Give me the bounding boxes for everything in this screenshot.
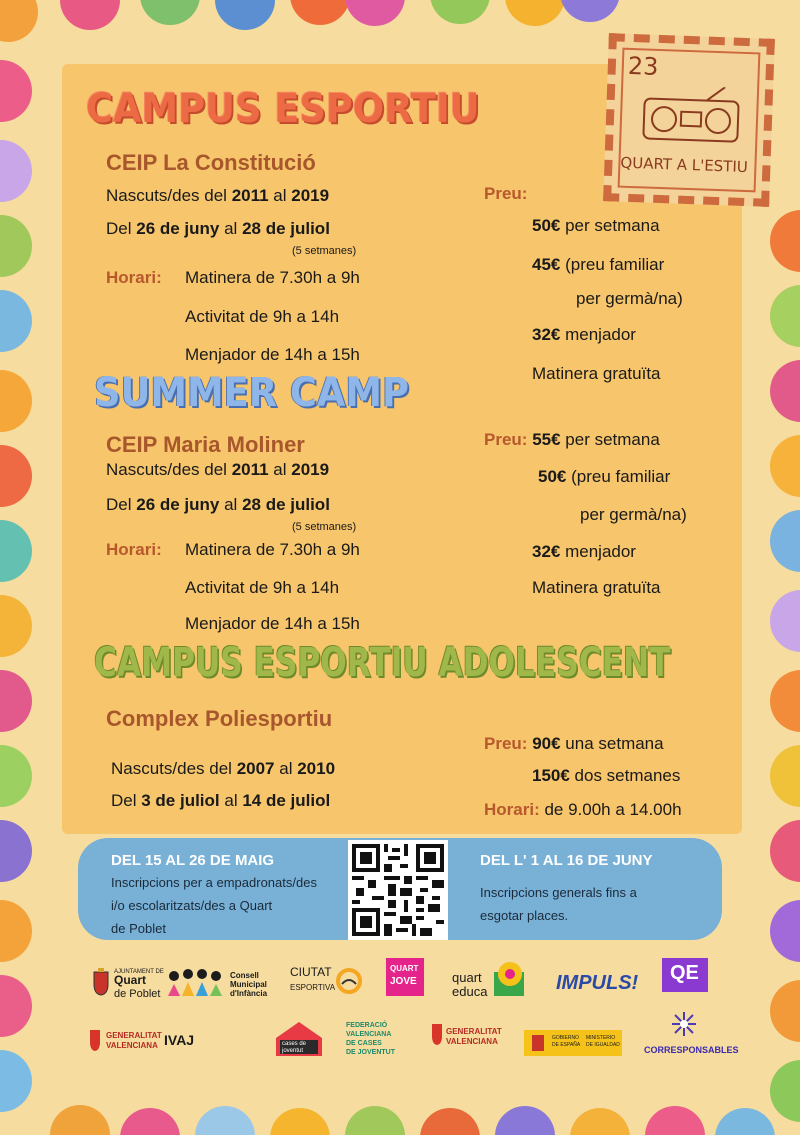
campus2-schedule-2: Activitat de 9h a 14h <box>185 578 340 597</box>
campus3-venue: Complex Poliesportiu <box>106 706 333 731</box>
campus-esportiu-title: CAMPUS ESPORTIU <box>86 86 480 132</box>
consell-line-1: Consell <box>230 971 259 980</box>
logo-quart-educa <box>452 960 532 1000</box>
campus2-price-2: 50€ (preu familiar <box>538 467 671 486</box>
corresponsables-star-icon <box>670 1010 698 1038</box>
campus2-price-4: Matinera gratuïta <box>532 578 661 597</box>
logo-ajuntament <box>92 964 162 1004</box>
campus2-price-2b: per germà/na) <box>580 505 687 524</box>
logo-ivaj: IVAJ <box>164 1032 195 1048</box>
gobierno-line-1: GOBIERNO <box>552 1035 579 1041</box>
campus2-price-3: 32€ menjador <box>532 542 636 561</box>
registration-left-line-2: i/o escolaritzats/des a Quart <box>111 898 273 913</box>
cases-line-1: cases de <box>282 1041 307 1047</box>
campus2-dates: Del 26 de juny al 28 de juliol <box>106 495 330 514</box>
campus1-price-3: 32€ menjador <box>532 325 636 344</box>
registration-right-line-2: esgotar places. <box>480 908 569 923</box>
corresponsables-label: CORRESPONSABLES <box>644 1045 739 1055</box>
federacio-line-1: FEDERACIÓ <box>346 1022 388 1029</box>
generalitat2-flag-icon <box>430 1022 444 1046</box>
quartjove-line-1: QUART <box>390 964 419 973</box>
generalitat2-line-2: VALENCIANA <box>446 1037 498 1046</box>
logo-consell-municipal <box>166 962 276 1002</box>
consell-line-3: d'Infància <box>230 989 268 998</box>
campus1-price-2: 45€ (preu familiar <box>532 255 665 274</box>
gobierno-line-2: DE ESPAÑA <box>552 1042 581 1048</box>
quarteduca-line-1: quart <box>452 970 482 985</box>
federacio-line-2: VALENCIANA <box>346 1031 392 1038</box>
consell-line-2: Municipal <box>230 980 267 989</box>
logo-qe <box>662 958 708 992</box>
logo-impuls: IMPULS! <box>556 972 639 994</box>
logo-corresponsables <box>640 1010 739 1060</box>
federacio-line-4: DE JOVENTUT <box>346 1049 396 1056</box>
quart-estiu-stamp <box>603 33 775 207</box>
ciutat-swoosh-icon <box>336 968 362 994</box>
campus1-price-4: Matinera gratuïta <box>532 364 661 383</box>
campus2-schedule-1: Matinera de 7.30h a 9h <box>185 540 360 559</box>
generalitat1-line-2: VALENCIANA <box>106 1041 158 1050</box>
campus1-venue: CEIP La Constitució <box>106 150 316 175</box>
qr-code[interactable] <box>348 840 448 940</box>
generalitat-flag-icon <box>88 1028 102 1052</box>
campus1-schedule-2: Activitat de 9h a 14h <box>185 307 340 326</box>
generalitat1-line-1: GENERALITAT <box>106 1031 162 1040</box>
campus1-born: Nascuts/des del 2011 al 2019 <box>106 186 330 205</box>
coat-of-arms-icon <box>92 968 110 996</box>
ajuntament-label: AJUNTAMENT DE <box>114 969 164 975</box>
ciutat-line-1: CIUTAT <box>290 965 332 979</box>
campus1-price-2b: per germà/na) <box>576 289 683 308</box>
quarteduca-line-2: educa <box>452 984 488 999</box>
consell-figures-icon <box>166 968 226 998</box>
logo-federacio <box>346 1020 416 1064</box>
quartjove-line-2: JOVE <box>390 976 417 987</box>
federacio-line-3: DE CASES <box>346 1040 382 1047</box>
campus-adolescent-title: CAMPUS ESPORTIU ADOLESCENT <box>94 640 671 686</box>
campus1-schedule-3: Menjador de 14h a 15h <box>185 345 360 364</box>
campus1-weeks: (5 setmanes) <box>292 245 357 257</box>
campus3-horari: Horari: de 9.00h a 14.00h <box>484 800 682 819</box>
campus2-schedule-3: Menjador de 14h a 15h <box>185 614 360 633</box>
campus1-dates: Del 26 de juny al 28 de juliol <box>106 219 330 238</box>
campus2-born: Nascuts/des del 2011 al 2019 <box>106 460 330 479</box>
logo-cases-joventut <box>272 1018 326 1060</box>
campus2-weeks: (5 setmanes) <box>292 521 357 533</box>
registration-right-heading: DEL L' 1 AL 16 DE JUNY <box>480 852 653 869</box>
ministerio-line-2: DE IGUALDAD <box>586 1042 620 1048</box>
generalitat2-line-1: GENERALITAT <box>446 1027 502 1036</box>
logo-gobierno <box>524 1030 622 1056</box>
campus1-price-1: 50€ per setmana <box>532 216 660 235</box>
campus2-price-1: Preu: 55€ per setmana <box>484 430 660 449</box>
logo-ciutat-esportiva <box>290 966 370 1002</box>
campus2-venue: CEIP Maria Moliner <box>106 432 305 457</box>
quarteduca-shape-icon <box>490 960 530 998</box>
campus3-born: Nascuts/des del 2007 al 2010 <box>111 759 336 778</box>
logo-generalitat-2 <box>430 1022 510 1058</box>
cases-line-2: joventut <box>282 1048 304 1054</box>
campus1-horari-label: Horari: <box>106 268 162 287</box>
ajuntament-poblet: de Poblet <box>114 988 161 1000</box>
campus3-price-2: 150€ dos setmanes <box>532 766 681 785</box>
stamp-number: 23 <box>627 51 659 81</box>
ciutat-line-2: ESPORTIVA <box>290 983 336 992</box>
registration-right-line-1: Inscripcions generals fins a <box>480 885 637 900</box>
summer-camp-title: SUMMER CAMP <box>94 370 409 416</box>
ministerio-line-1: MINISTERIO <box>586 1035 616 1041</box>
stamp-line: QUART A L'ESTIU <box>620 153 749 177</box>
campus3-price-1: Preu: 90€ una setmana <box>484 734 664 753</box>
campus1-preu-label: Preu: <box>484 184 528 203</box>
registration-left-line-1: Inscripcions per a empadronats/des <box>111 875 317 890</box>
logo-quart-jove <box>386 958 424 996</box>
campus1-schedule-1: Matinera de 7.30h a 9h <box>185 268 360 287</box>
campus2-horari-label: Horari: <box>106 540 162 559</box>
logo-generalitat-1 <box>88 1026 162 1060</box>
radio-icon <box>635 84 747 148</box>
registration-left-heading: DEL 15 AL 26 DE MAIG <box>111 852 275 869</box>
qe-label: QE <box>670 962 699 984</box>
ajuntament-quart: Quart <box>114 973 147 987</box>
registration-left-line-3: de Poblet <box>111 921 166 936</box>
spain-shield-icon <box>530 1033 546 1053</box>
campus3-dates: Del 3 de juliol al 14 de juliol <box>111 791 331 810</box>
